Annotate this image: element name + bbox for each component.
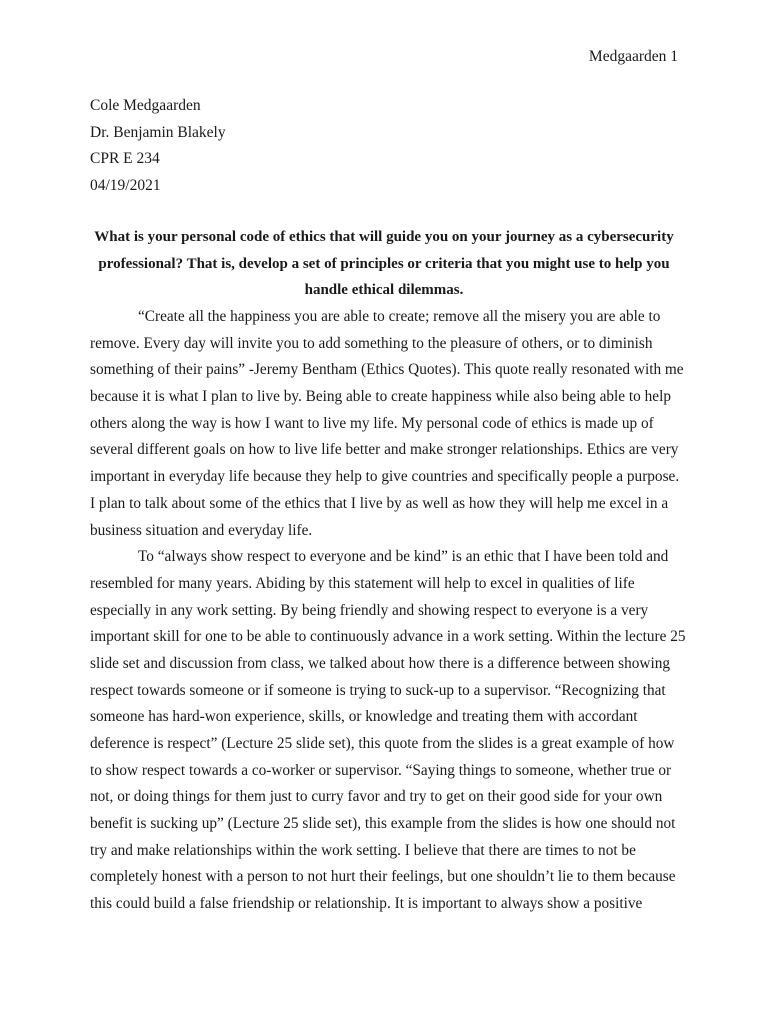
paragraph-line: important in everyday life because they help to give countries and specifically people a purpose. <box>90 468 680 486</box>
author-name: Cole Medgaarden <box>90 97 201 114</box>
paragraph-line: benefit is sucking up” (Lecture 25 slide set), this example from the slides is how one should not <box>90 815 676 833</box>
paragraph-line: resembled for many years. Abiding by this statement will help to excel in qualities of life <box>90 574 635 592</box>
paragraph-line: important skill for one to be able to continuously advance in a work setting. Within the lecture 25 <box>90 628 686 646</box>
paragraph-line: someone has hard-won experience, skills, or knowledge and treating them with accordant <box>90 708 638 726</box>
paragraph-line: “Create all the happiness you are able to create; remove all the misery you are able to <box>138 308 661 325</box>
document-date: 04/19/2021 <box>90 177 161 195</box>
title-line: What is your personal code of ethics that will guide you on your journey as a cybersecurity <box>94 229 674 245</box>
paragraph-line: business situation and everyday life. <box>90 521 313 539</box>
essay-body <box>90 304 686 918</box>
essay-prompt-title <box>90 224 678 304</box>
paragraph-line: especially in any work setting. By being friendly and showing respect to everyone is a very <box>90 601 649 619</box>
paragraph-line: deference is respect” (Lecture 25 slide set), this quote from the slides is a great example of how <box>90 735 675 752</box>
paragraph-line: slide set and discussion from class, we talked about how there is a difference between showing <box>90 654 670 672</box>
author-heading-block <box>90 93 226 200</box>
paragraph-line: try and make relationships within the work setting. I believe that there are times to not be <box>90 841 636 859</box>
paragraph-line: not, or doing things for them just to curry favor and try to get on their good side for your own <box>90 788 663 806</box>
paragraph-line: remove. Every day will invite you to add something to the pleasure of others, or to diminish <box>90 334 653 352</box>
instructor-name: Dr. Benjamin Blakely <box>90 123 226 141</box>
title-line: professional? That is, develop a set of principles or criteria that you might use to help you <box>98 255 670 272</box>
running-header: Medgaarden 1 <box>588 48 678 65</box>
paragraph-line: this could build a false friendship or relationship. It is important to always show a positive <box>90 895 643 913</box>
title-line: handle ethical dilemmas. <box>304 282 464 299</box>
course-name: CPR E 234 <box>90 150 160 168</box>
paragraph-line: several different goals on how to live life better and make stronger relationships. Ethics are very <box>90 441 679 459</box>
paragraph-line: something of their pains” -Jeremy Bentham (Ethics Quotes). This quote really resonated with me <box>90 361 684 379</box>
paragraph-line: I plan to talk about some of the ethics that I live by as well as how they will help me excel in a <box>90 494 669 512</box>
paragraph-line: others along the way is how I want to live my life. My personal code of ethics is made up of <box>90 414 654 432</box>
paragraph-line: respect towards someone or if someone is trying to suck-up to a supervisor. “Recognizing that <box>90 681 666 699</box>
paragraph-line: completely honest with a person to not hurt their feelings, but one shouldn’t lie to them because <box>90 868 676 886</box>
paragraph-line: to show respect towards a co-worker or supervisor. “Saying things to someone, whether true or <box>90 761 672 779</box>
paragraph-line: because it is what I plan to live by. Being able to create happiness while also being able to help <box>90 388 671 406</box>
paragraph-line: To “always show respect to everyone and be kind” is an ethic that I have been told and <box>138 548 669 566</box>
